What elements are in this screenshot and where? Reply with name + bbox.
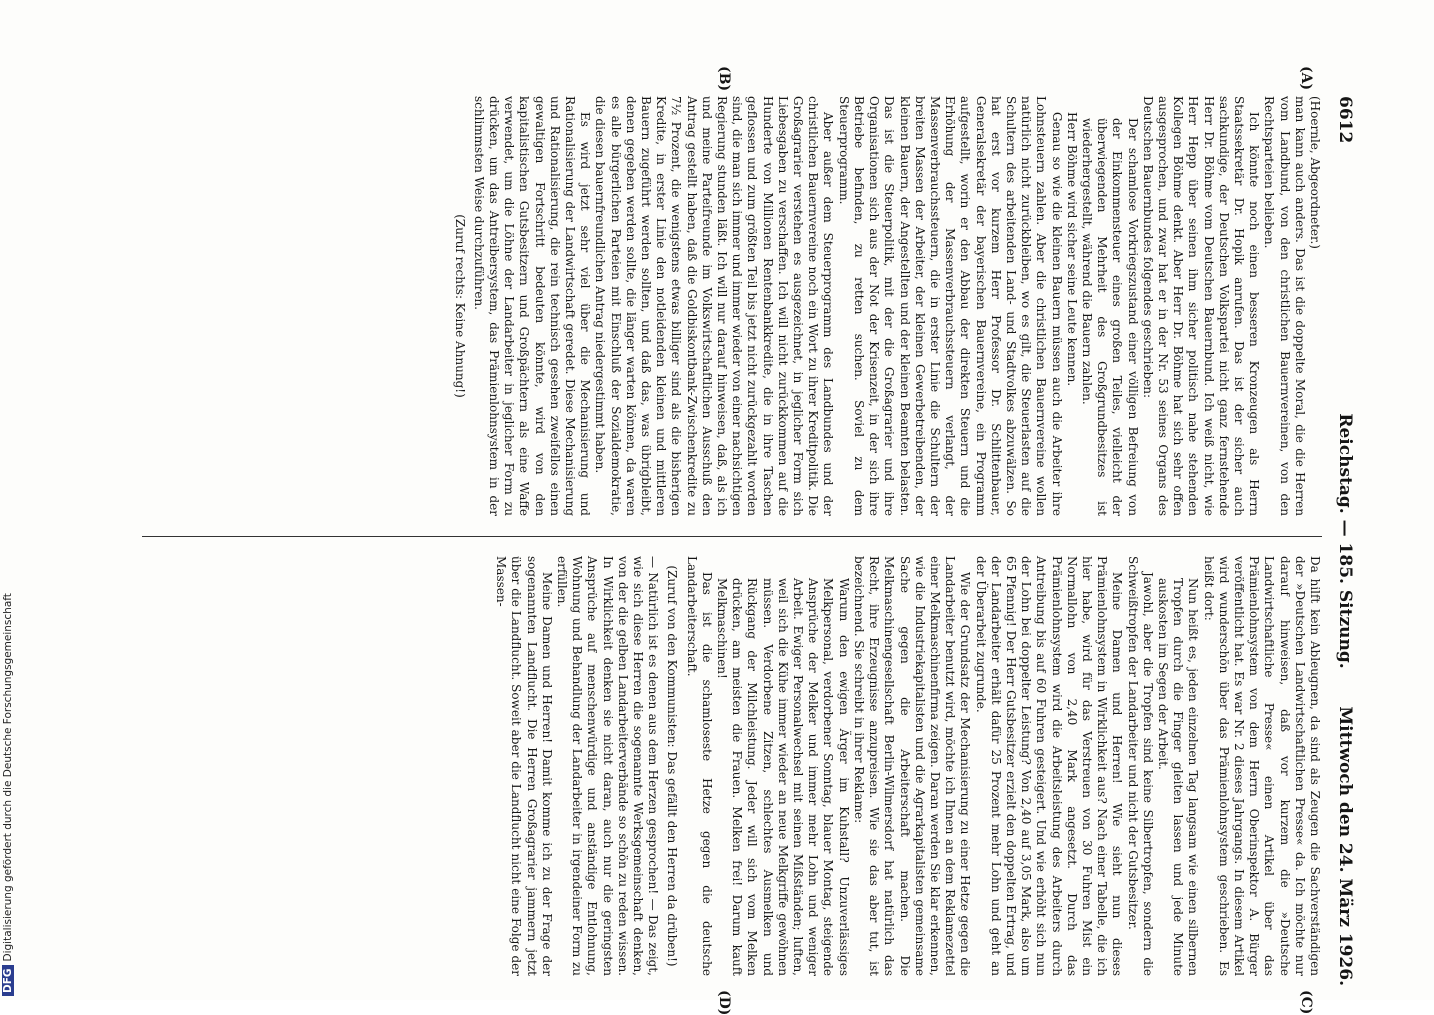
left-paragraph: (Zuruf rechts: Keine Ahnung!)	[452, 214, 467, 398]
margin-marker-b: (B)	[716, 66, 732, 92]
right-paragraph: Da hilft kein Ableugnen, da sind als Zeugen die Sachverständigen der »Deutschen Landwirtschaftlichen Presse« da. Ich möchte nur darauf hinweisen, daß vor kurzem die »Deutsche Landwirtschaftliche Presse« einen Artikel über das Prämienlohnsystem von dem Herrn Oberinspektor A. Bürger veröffentlicht hat. Es war Nr. 2 dieses Jahrgangs. In diesem Artikel wird wunderschön über das Prämienlohnsystem geschrieben. Es heißt dort:	[1201, 556, 1322, 976]
session-date: Mittwoch den 24. März 1926.	[1335, 706, 1355, 986]
right-paragraph: Nun heißt es, jeden einzelnen Tag langsam wie einen silbernen Tropfen durch die Finger gleiten lassen und jede Minute auskosten im Segen der Arbeit.	[1155, 578, 1201, 976]
credit-text: Digitalisierung gefördert durch die Deutsche Forschungsgemeinschaft	[2, 593, 14, 962]
rotated-sheet	[122, 66, 1362, 1015]
right-paragraph: Jawohl, aber die Tropfen sind keine Silbertropfen, sondern die Schweißtropfen der Landarbeiter und nicht der Gutsbesitzer.	[1125, 556, 1155, 976]
left-paragraph: Ich könnte noch einen besseren Kronzeugen als Herrn Staatssekretär Dr. Hopik anrufen. Das ist der sicher auch sachkundige, der Deutschen Volkspartei nicht ganz fernstehende Herr Dr. Böhme vom Deutschen Bauernbund. Ich weiß nicht, wie Herr Hepp über seinen ihm sicher politisch nahe stehenden Kollegen Böhme denkt. Aber Herr Dr. Böhme hat sich sehr offen ausgesprochen, und zwar hat er in der Nr. 53 seines Organs des Deutschen Bauernbundes folgendes geschrieben:	[1140, 96, 1262, 516]
right-paragraph: Das ist die schamloseste Hetze gegen die deutsche Landarbeiterschaft.	[684, 556, 714, 976]
right-paragraph: Meine Damen und Herren! Damit komme ich zu der Frage der sogenannten Landflucht. Die Herren Großagrarier jammern jetzt über die Landflucht. Soweit aber die Landflucht nicht eine Folge der Massen-	[494, 556, 554, 976]
page-number: 6612	[1335, 96, 1355, 144]
dfg-logo: DFG	[2, 965, 14, 996]
margin-marker-a: (A)	[1298, 66, 1314, 91]
right-paragraph: (Zuruf von den Kommunisten: Das gefällt den Herren da drüben!)	[665, 565, 680, 967]
session-title: Reichstag. — 185. Sitzung.	[1335, 413, 1355, 669]
right-paragraph: Meine Damen und Herren! Wie sieht nun dieses Prämienlohnsystem in Wirklichkeit aus? Nach einer Tabelle, die ich hier habe, wird für das Verstreuen von 30 Fuhren Mist ein Normallohn von 2,40 Mark angesetzt. Durch das Prämienlohnsystem wird die Arbeitsleistung des Arbeiters durch Antreibung bis auf 60 Fuhren gesteigert. Und wie erhöht sich nun der Lohn bei doppelter Leistung? Von 2,40 auf 3,05 Mark, also um 65 Pfennig! Der Herr Gutsbesitzer erzielt den doppelten Ertrag, und der Landarbeiter erhält dafür 25 Prozent mehr Lohn und geht an der Überarbeit zugrunde.	[973, 556, 1125, 976]
left-paragraph: man kann auch anders. Das ist die doppelte Moral, die die Herren vom Landbund, von den christlichen Bauernvereinen, von den Rechtsparteien belieben.	[1262, 96, 1307, 516]
right-paragraph: — Natürlich ist es denen aus dem Herzen gesprochen! — Das zeigt, wie sich diese Herren die sogenannte Werksgemeinschaft denken, von der die gelben Landarbeiterverbände so schön zu reden wissen. In Wirklichkeit denken sie nicht daran, auch nur die geringsten Ansprüche auf menschenwürdige und anständige Entlohnung, Wohnung und Behandlung der Landarbeiter in irgendeiner Form zu erfüllen.	[555, 556, 661, 976]
left-paragraph: Es wird jetzt sehr viel über die Mechanisierung und Rationalisierung der Landwirtschaft geredet. Diese Mechanisierung und Rationalisierung, die rein technisch gesehen zweifellos einen gewaltigen Fortschritt bedeuten könnte, wird von den kapitalistischen Gutsbesitzern und Großpächtern als eine Waffe verwendet, um die Löhne der Landarbeiter in jeglicher Form zu drücken, um das Antreibersystem, das Prämienlohnsystem in der schlimmsten Weise durchzuführen.	[471, 96, 593, 516]
page-header	[1328, 96, 1362, 986]
left-column	[447, 96, 1322, 516]
margin-marker-c: (C)	[1298, 990, 1314, 1015]
left-paragraph: Der schamlose Vorkriegszustand einer völligen Befreiung von der Einkommensteuer eines großen Teiles, vielleicht der überwiegenden Mehrheit des Großgrundbesitzes ist wiederhergestellt, während die Bauern zahlen.	[1079, 118, 1140, 516]
left-paragraph: Genau so wie die kleinen Bauern müssen auch die Arbeiter ihre Lohnsteuern zahlen. Aber die christlichen Bauernvereine wollen natürlich nicht zurückbleiben, wo es gilt, die Steuerlasten auf die Schultern des arbeitenden Land- und Stadtvolkes abzuwälzen. So hat erst vor kurzem Herr Professor Dr. Schlittenbauer, Generalsekretär der bayerischen Bauernvereine, ein Programm aufgestellt, worin er den Abbau der direkten Steuern und die Erhöhung der Massenverbrauchssteuern verlangt, der Massenverbrauchssteuern, die in erster Linie die Schultern der breiten Massen der Arbeiter, der kleinen Gewerbetreibenden, der kleinen Bauern, der Angestellten und der kleinen Beamten belasten. Das ist die Steuerpolitik, mit der die Großagrarier und ihre Organisationen sich aus der Not der Krisenzeit, in der sich ihre Betriebe befinden, zu retten suchen. Soviel zu dem Steuerprogramm.	[836, 96, 1064, 516]
column-divider	[142, 536, 1322, 537]
digitization-credit	[2, 0, 16, 996]
left-paragraph: Herr Böhme wird sicher seine Leute kennen.	[1064, 112, 1079, 387]
right-paragraph: Wie der Grundsatz der Mechanisierung zu einer Hetze gegen die Landarbeiter benutzt wird, möchte ich Ihnen an dem Reklamezettel einer Melkmaschinenfirma zeigen. Daran werden Sie klar erkennen, wie die Industriekapitalisten und die Agrarkapitalisten gemeinsame Sache gegen die Arbeiterschaft machen. Die Melkmaschinengesellschaft Berlin-Wilmersdorf hat natürlich das Recht, ihre Erzeugnisse anzupreisen. Wie sie das aber tut, ist bezeichnend. Sie schreibt in ihrer Reklame:	[851, 556, 973, 976]
left-paragraph: Aber außer dem Steuerprogramm des Landbundes und der christlichen Bauernvereine noch ein Wort zu ihrer Kreditpolitik. Die Großagrarier verstehen es ausgezeichnet, in jeglicher Form sich Liebesgaben zu verschaffen. Ich will nicht zurückkommen auf die Hunderte von Millionen Rentenbankkredite, die in ihre Taschen geflossen und zum größten Teil bis jetzt nicht zurückgezahlt worden sind, die man sich immer und immer wieder von einer nachsichtigen Regierung stunden läßt. Ich will nur darauf hinweisen, daß, als ich und meine Parteifreunde im Volkswirtschaftlichen Ausschuß den Antrag gestellt haben, daß die Goldbiskontbank-Zwischenkredite zu 7½ Prozent, die wenigstens etwas billiger sind als die bisherigen Kredite, in erster Linie den notleidenden kleinen und mittleren Bauern zugeführt werden sollten, und daß das, was übrigbleibt, denen gegeben werden sollte, die länger warten können, da waren es alle bürgerlichen Parteien mit Einschluß der Sozialdemokratie, die diesen bauernfreundlichen Antrag niedergestimmt haben.	[593, 96, 836, 516]
left-paragraph: (Hoernle, Abgeordneter.)	[1308, 96, 1322, 249]
right-paragraph: Warum den ewigen Ärger im Kuhstall? Unzuverlässiges Melkpersonal, verdorbener Sonntag, blauer Montag, steigende Ansprüche der Melker und immer mehr Lohn und weniger Arbeit. Ewiger Personalwechsel mit seinen Mißständen; luften, weil sich die Kühe immer wieder an neue Melkgriffe gewöhnen müssen. Verdorbene Zitzen, schlechtes Ausmelken und Rückgang der Milchleistung. Jeder will sich vom Melken drücken, am meisten die Frauen. Melken frei! Darum kauft Melkmaschinen!	[715, 578, 851, 976]
margin-marker-d: (D)	[716, 990, 732, 1015]
right-column	[493, 556, 1322, 976]
